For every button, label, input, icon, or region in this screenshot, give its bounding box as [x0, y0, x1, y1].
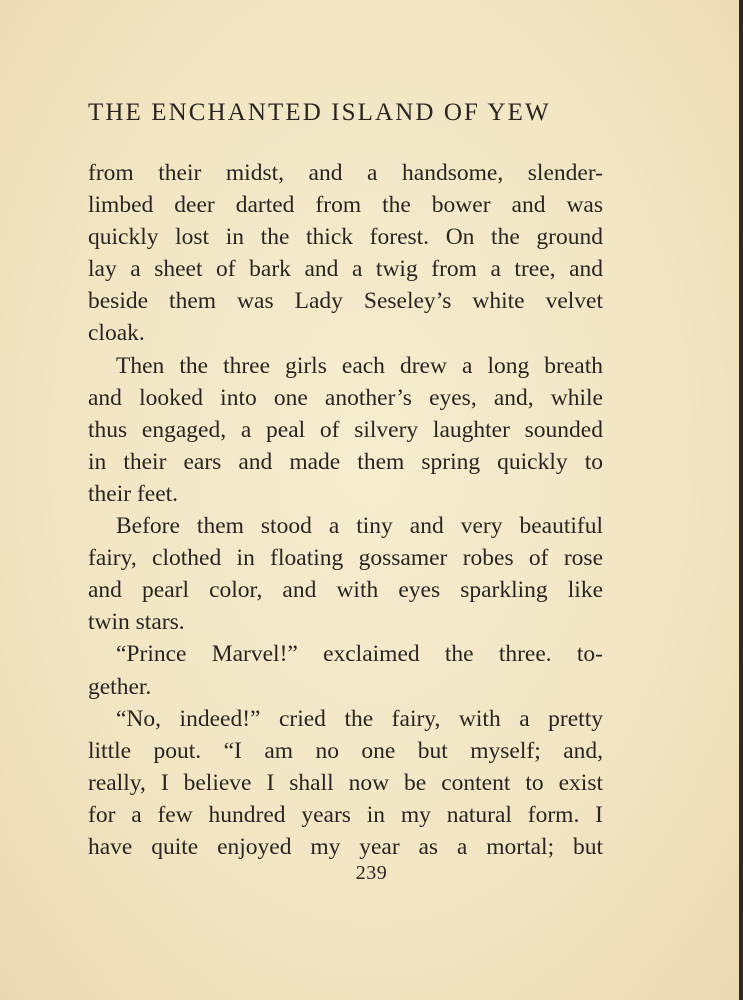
text-line: twin stars. — [88, 609, 185, 636]
text-line: fairy, clothed in floating gossamer robes of rose — [88, 545, 603, 572]
page-edge-shadow — [739, 0, 743, 1000]
text-line: cloak. — [88, 320, 145, 347]
text-line: their feet. — [88, 480, 179, 507]
text-line: gether. — [88, 673, 152, 700]
text-line: “Prince Marvel!” exclaimed the three. to- — [116, 641, 603, 668]
text-line: from their midst, and a handsome, slender- — [88, 160, 603, 186]
text-line: quickly lost in the thick forest. On the ground — [88, 224, 603, 251]
text-line: little pout. “I am no one but myself; and, — [88, 737, 603, 764]
text-line: and looked into one another’s eyes, and, while — [88, 384, 603, 411]
text-line: lay a sheet of bark and a twig from a tree, and — [88, 256, 603, 283]
text-line: in their ears and made them spring quickly to — [88, 448, 603, 475]
text-line: beside them was Lady Seseley’s white velvet — [88, 288, 603, 315]
text-line: Before them stood a tiny and very beautiful — [116, 513, 603, 540]
text-line: “No, indeed!” cried the fairy, with a pretty — [116, 705, 603, 732]
text-line: have quite enjoyed my year as a mortal; but — [88, 833, 603, 860]
text-line: really, I believe I shall now be content to exist — [88, 769, 603, 796]
running-header: THE ENCHANTED ISLAND OF YEW — [88, 99, 551, 126]
text-line: Then the three girls each drew a long breath — [116, 352, 603, 379]
body-text — [88, 157, 603, 863]
text-line: for a few hundred years in my natural form. I — [88, 801, 603, 828]
text-line: thus engaged, a peal of silvery laughter sounded — [88, 416, 603, 443]
page-number: 239 — [355, 862, 388, 884]
text-line: and pearl color, and with eyes sparkling like — [88, 577, 603, 604]
text-line: limbed deer darted from the bower and was — [88, 192, 603, 219]
